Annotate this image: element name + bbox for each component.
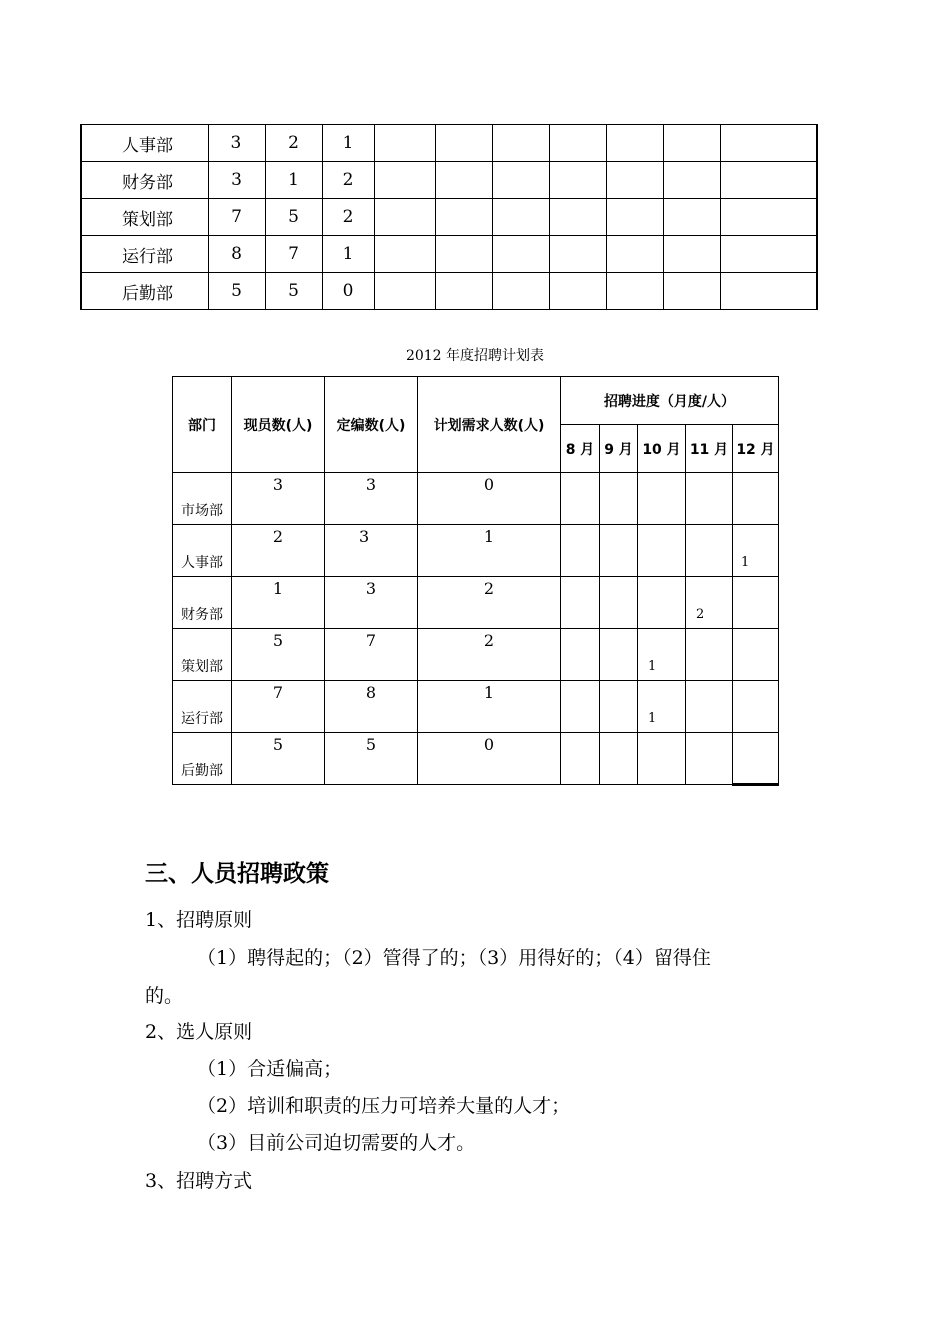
- empty-cell: [663, 236, 720, 273]
- empty-cell: [549, 273, 606, 310]
- month-cell: [686, 681, 733, 733]
- value-cell: 7: [265, 236, 322, 273]
- quota-cell: 3: [325, 473, 418, 525]
- month-cell: [561, 473, 600, 525]
- month-cell: [733, 629, 779, 681]
- month-cell: [561, 525, 600, 577]
- value-cell: 2: [265, 125, 322, 162]
- value-cell: 1: [322, 125, 374, 162]
- empty-cell: [374, 162, 435, 199]
- dept-cell: 财务部: [81, 162, 208, 199]
- month-cell: [686, 629, 733, 681]
- header-current: 现员数(人): [232, 377, 325, 473]
- selection-item-2: （2）培训和职责的压力可培养大量的人才；: [197, 1095, 571, 1117]
- value-cell: 8: [208, 236, 265, 273]
- empty-cell: [720, 273, 817, 310]
- quota-cell: 5: [325, 733, 418, 785]
- empty-cell: [492, 199, 549, 236]
- paragraph-selection-principle: 2、选人原则: [145, 1021, 253, 1043]
- dept-cell: 后勤部: [173, 733, 232, 785]
- month-cell: [561, 733, 600, 785]
- demand-cell: 1: [418, 525, 561, 577]
- empty-cell: [435, 273, 492, 310]
- demand-cell: 0: [418, 473, 561, 525]
- header-row: [173, 377, 779, 425]
- paragraph-recruit-methods: 3、招聘方式: [145, 1170, 253, 1192]
- empty-cell: [374, 199, 435, 236]
- month-cell: [600, 733, 638, 785]
- dept-cell: 运行部: [173, 681, 232, 733]
- value-cell: 1: [265, 162, 322, 199]
- dept-cell: 人事部: [81, 125, 208, 162]
- dept-cell: 后勤部: [81, 273, 208, 310]
- quota-cell: 7: [325, 629, 418, 681]
- month-cell: [638, 577, 686, 629]
- empty-cell: [435, 236, 492, 273]
- header-month: 8 月: [561, 425, 600, 473]
- paragraph-recruit-principle-items: （1）聘得起的；（2）管得了的；（3）用得好的；（4）留得住: [197, 947, 711, 969]
- recruitment-plan-table: [172, 376, 779, 786]
- dept-cell: 财务部: [173, 577, 232, 629]
- dept-cell: 人事部: [173, 525, 232, 577]
- value-cell: 5: [265, 273, 322, 310]
- table-row: [81, 162, 817, 199]
- month-cell: [600, 525, 638, 577]
- value-cell: 3: [208, 162, 265, 199]
- empty-cell: [663, 273, 720, 310]
- value-cell: 5: [265, 199, 322, 236]
- header-demand: 计划需求人数(人): [418, 377, 561, 473]
- demand-cell: 1: [418, 681, 561, 733]
- month-cell: 1: [638, 681, 686, 733]
- dept-cell: 策划部: [173, 629, 232, 681]
- dept-cell: 策划部: [81, 199, 208, 236]
- current-cell: 1: [232, 577, 325, 629]
- month-cell: [638, 733, 686, 785]
- selection-item-3: （3）目前公司迫切需要的人才。: [197, 1132, 476, 1154]
- dept-cell: 市场部: [173, 473, 232, 525]
- staffing-table-continued: [80, 124, 818, 310]
- month-cell: 1: [638, 629, 686, 681]
- header-quota: 定编数(人): [325, 377, 418, 473]
- month-cell: [600, 577, 638, 629]
- paragraph-recruit-principle: 1、招聘原则: [145, 909, 253, 931]
- empty-cell: [435, 125, 492, 162]
- header-progress: 招聘进度（月度/人）: [561, 377, 779, 425]
- section-heading: 三、人员招聘政策: [145, 861, 329, 887]
- quota-cell: 3: [325, 525, 418, 577]
- current-cell: 7: [232, 681, 325, 733]
- month-cell: 1: [733, 525, 779, 577]
- header-month: 11 月: [686, 425, 733, 473]
- table-row: [173, 473, 779, 525]
- month-cell: [561, 577, 600, 629]
- empty-cell: [549, 125, 606, 162]
- month-cell: [638, 473, 686, 525]
- header-month: 9 月: [600, 425, 638, 473]
- current-cell: 5: [232, 733, 325, 785]
- value-cell: 3: [208, 125, 265, 162]
- empty-cell: [492, 125, 549, 162]
- table-row: [173, 525, 779, 577]
- empty-cell: [492, 273, 549, 310]
- table-caption: 2012 年度招聘计划表: [405, 348, 545, 364]
- value-cell: 0: [322, 273, 374, 310]
- dept-cell: 运行部: [81, 236, 208, 273]
- month-cell: [733, 681, 779, 733]
- empty-cell: [374, 125, 435, 162]
- empty-cell: [720, 125, 817, 162]
- month-cell: [686, 473, 733, 525]
- empty-cell: [549, 236, 606, 273]
- table-row: [173, 629, 779, 681]
- value-cell: 2: [322, 199, 374, 236]
- value-cell: 7: [208, 199, 265, 236]
- table-row: [81, 236, 817, 273]
- table-row: [173, 733, 779, 785]
- value-cell: 2: [322, 162, 374, 199]
- demand-cell: 2: [418, 577, 561, 629]
- month-cell: [600, 473, 638, 525]
- current-cell: 5: [232, 629, 325, 681]
- empty-cell: [663, 125, 720, 162]
- value-cell: 1: [322, 236, 374, 273]
- quota-cell: 3: [325, 577, 418, 629]
- value-cell: 5: [208, 273, 265, 310]
- empty-cell: [374, 273, 435, 310]
- table-row: [81, 125, 817, 162]
- quota-cell: 8: [325, 681, 418, 733]
- empty-cell: [606, 199, 663, 236]
- empty-cell: [435, 162, 492, 199]
- empty-cell: [606, 162, 663, 199]
- month-cell: [561, 681, 600, 733]
- empty-cell: [720, 236, 817, 273]
- empty-cell: [492, 162, 549, 199]
- empty-cell: [492, 236, 549, 273]
- empty-cell: [549, 199, 606, 236]
- selection-item-1: （1）合适偏高；: [197, 1058, 343, 1080]
- empty-cell: [606, 273, 663, 310]
- empty-cell: [720, 162, 817, 199]
- month-cell: [638, 525, 686, 577]
- demand-cell: 0: [418, 733, 561, 785]
- empty-cell: [549, 162, 606, 199]
- table-row: [81, 273, 817, 310]
- table-row: [173, 577, 779, 629]
- empty-cell: [663, 199, 720, 236]
- month-cell: [733, 733, 779, 785]
- month-cell: 2: [686, 577, 733, 629]
- empty-cell: [606, 125, 663, 162]
- empty-cell: [606, 236, 663, 273]
- empty-cell: [374, 236, 435, 273]
- month-cell: [733, 473, 779, 525]
- header-dept: 部门: [173, 377, 232, 473]
- header-month: 12 月: [733, 425, 779, 473]
- month-cell: [733, 577, 779, 629]
- empty-cell: [663, 162, 720, 199]
- month-cell: [561, 629, 600, 681]
- demand-cell: 2: [418, 629, 561, 681]
- month-cell: [686, 733, 733, 785]
- current-cell: 3: [232, 473, 325, 525]
- header-month: 10 月: [638, 425, 686, 473]
- month-cell: [686, 525, 733, 577]
- table-row: [173, 681, 779, 733]
- paragraph-recruit-principle-end: 的。: [145, 985, 184, 1007]
- month-cell: [600, 681, 638, 733]
- current-cell: 2: [232, 525, 325, 577]
- empty-cell: [720, 199, 817, 236]
- table-row: [81, 199, 817, 236]
- empty-cell: [435, 199, 492, 236]
- month-cell: [600, 629, 638, 681]
